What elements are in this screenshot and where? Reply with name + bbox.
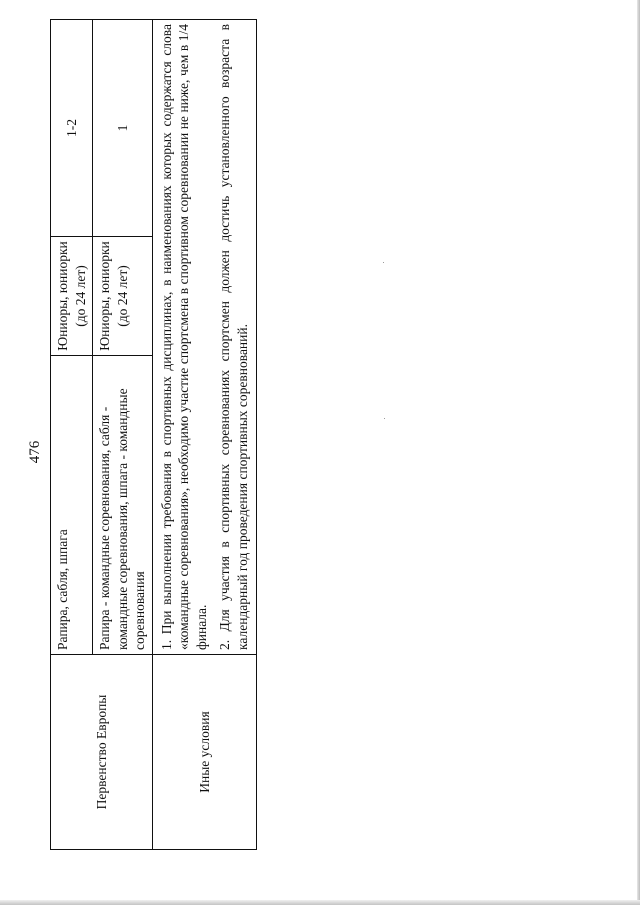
table-row <box>152 20 257 850</box>
discipline-cell: Рапира - командные соревнования, сабля - командные соревнования, шпага - командные соревнования <box>93 356 153 655</box>
discipline-cell: Рапира, сабля, шпага <box>51 356 93 655</box>
norms-table <box>50 19 257 850</box>
event-cell: Первенство Европы <box>51 655 153 850</box>
page-number: 476 <box>27 440 43 464</box>
condition-paragraph: 2. Для участия в спортивных соревнованиях спортсмен должен достичь установленного возраста в календарный год проведения спортивных соревнований. <box>217 24 250 650</box>
places-cell: 1-2 <box>51 20 93 237</box>
other-conditions-label: Иные условия <box>152 655 257 850</box>
age-group-cell: Юниоры, юниорки (до 24 лет) <box>51 237 93 356</box>
scan-edge-bottom <box>0 900 640 905</box>
rotated-page <box>10 24 630 872</box>
age-group-cell: Юниоры, юниорки (до 24 лет) <box>93 237 153 356</box>
condition-paragraph: 1. При выполнении требования в спортивных дисциплинах, в наименованиях которых содержатся слова «командные соревнования», необходимо участие спортсмена в спортивном соревновании не ниже, чем в 1/4 финала. <box>158 24 209 650</box>
table-row <box>51 20 93 850</box>
places-cell: 1 <box>93 20 153 237</box>
other-conditions-cell <box>152 20 257 655</box>
